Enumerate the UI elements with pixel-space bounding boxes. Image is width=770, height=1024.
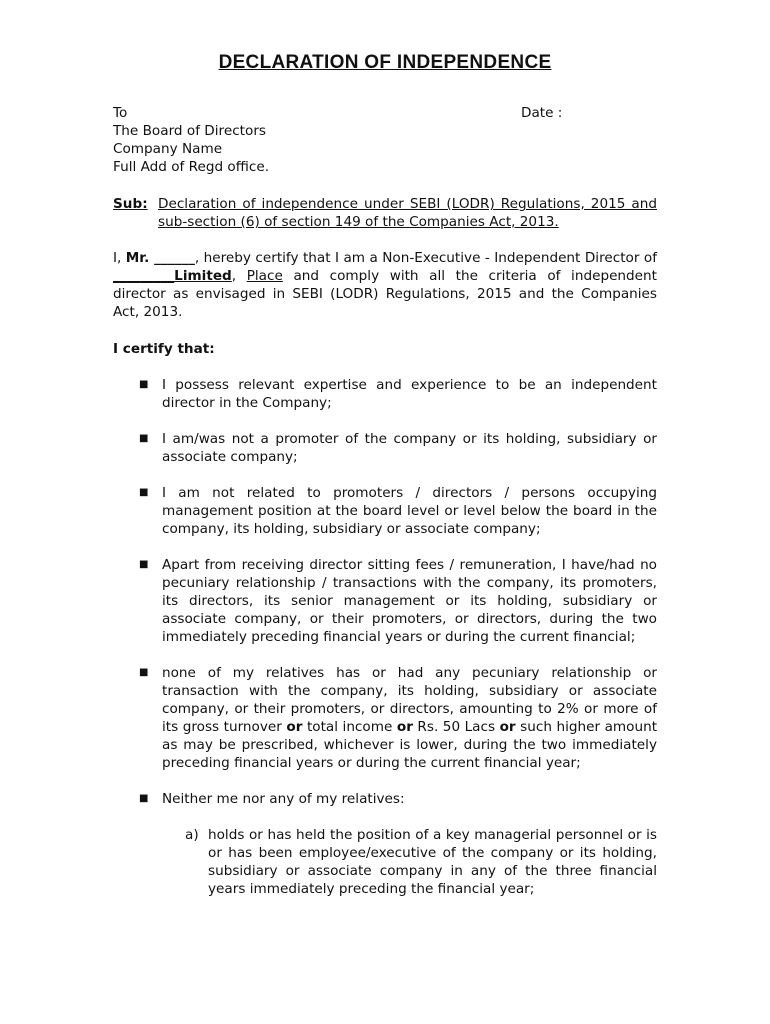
subject-label: Sub: xyxy=(113,196,148,212)
bullet-icon: ■ xyxy=(139,793,149,804)
item5-text-2: total income xyxy=(302,719,397,735)
list-item-text: Apart from receiving director sitting fees / remuneration, I have/had no pecuniary relationship / transactions with the company, its promoters, its directors, its senior management or its holding, subsidiary or associate company, or their promoters, or directors, during the two immediately preceding financial years or during the current financial; xyxy=(162,557,657,645)
item5-or-1: or xyxy=(286,719,303,735)
company-limited-blank: _________Limited xyxy=(113,268,232,284)
date-label: Date : xyxy=(521,105,563,121)
document-title: DECLARATION OF INDEPENDENCE xyxy=(218,52,552,73)
bullet-icon: ■ xyxy=(139,559,149,570)
addressee-block xyxy=(113,104,269,176)
list-item-text: I possess relevant expertise and experience to be an independent director in the Company; xyxy=(162,377,657,411)
list-item-text: Neither me nor any of my relatives: xyxy=(162,791,405,807)
item5-text-4: such higher amount as may be prescribed, whichever is lower, during the two immediately preceding financial years or during the current financial year; xyxy=(162,719,658,771)
list-item-text: I am not related to promoters / directors / persons occupying management position at the board level or level below the board in the company, its holding, subsidiary or associate company; xyxy=(162,485,657,537)
intro-paragraph xyxy=(113,249,657,321)
bullet-icon: ■ xyxy=(139,433,149,444)
list-item xyxy=(139,790,657,808)
intro-text-3: , xyxy=(231,268,247,284)
list-item xyxy=(139,430,657,466)
intro-text-2: , hereby certify that I am a Non-Executive - Independent Director of xyxy=(194,250,657,266)
subject-text: Declaration of independence under SEBI (LODR) Regulations, 2015 and sub-section (6) of section 149 of the Companies Act, 2013. xyxy=(158,196,657,230)
bullet-icon: ■ xyxy=(139,667,149,678)
list-item-text xyxy=(162,664,657,772)
list-item xyxy=(139,376,657,412)
company-name-line: Company Name xyxy=(113,141,223,157)
list-item xyxy=(139,484,657,538)
to-line: To xyxy=(113,105,128,121)
intro-text-1: I, xyxy=(113,250,126,266)
bullet-icon: ■ xyxy=(139,487,149,498)
place-field: Place xyxy=(246,268,283,284)
list-item-text: I am/was not a promoter of the company or its holding, subsidiary or associate company; xyxy=(162,431,657,465)
bullet-icon: ■ xyxy=(139,379,149,390)
list-item xyxy=(139,664,657,772)
item5-or-3: or xyxy=(499,719,516,735)
item5-or-2: or xyxy=(396,719,413,735)
certify-heading: I certify that: xyxy=(113,341,215,357)
sub-list-item-text: holds or has held the position of a key managerial personnel or is or has been employee/executive of the company or its holding, subsidiary or associate company in any of the three financial years immediately preceding the financial year; xyxy=(208,827,657,897)
board-line: The Board of Directors xyxy=(113,123,266,139)
mr-blank: Mr. ______ xyxy=(125,250,195,266)
list-item xyxy=(139,556,657,646)
office-address-line: Full Add of Regd office. xyxy=(113,159,270,175)
intro-text-4: and comply with all the criteria of independent director as envisaged in SEBI (LODR) Regulations, 2015 and the Companies Act, 2013. xyxy=(113,268,657,320)
sub-list-item xyxy=(185,826,657,898)
item5-text-3: Rs. 50 Lacs xyxy=(412,719,500,735)
item5-text-1: none of my relatives has or had any pecuniary relationship or transaction with the company, its holding, subsidiary or associate company, or their promoters, or directors, amounting to 2% or more of its gross turnover xyxy=(162,665,657,735)
sub-list-marker: a) xyxy=(185,827,199,843)
subject-block xyxy=(113,195,657,231)
